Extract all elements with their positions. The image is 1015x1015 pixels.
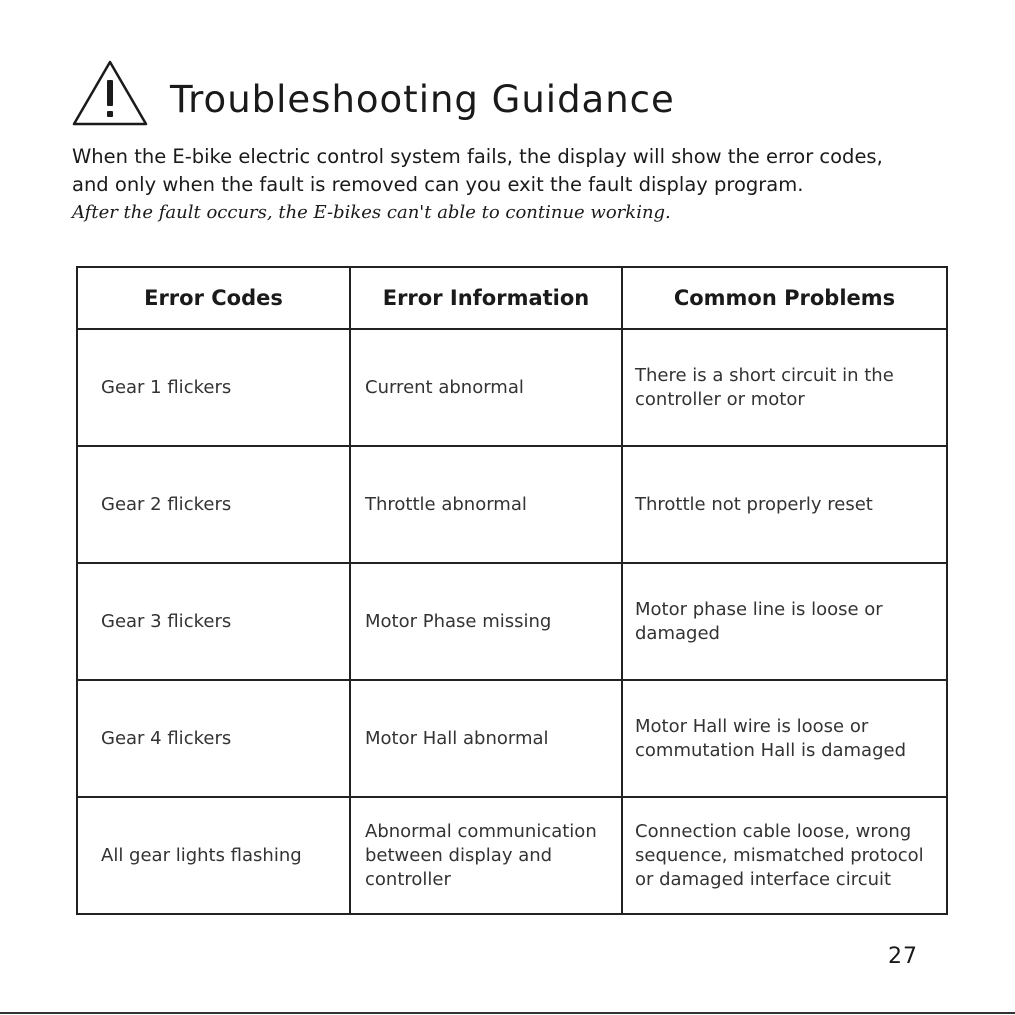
intro-text — [72, 143, 952, 227]
warning-triangle-icon — [70, 58, 150, 128]
error-code-cell: Gear 1 flickers — [77, 329, 350, 446]
table-row — [77, 797, 947, 914]
page-title: Troubleshooting Guidance — [170, 78, 675, 121]
table-row — [77, 563, 947, 680]
error-code-cell: Gear 3 flickers — [77, 563, 350, 680]
error-code-cell: Gear 4 flickers — [77, 680, 350, 797]
table-row — [77, 446, 947, 563]
column-header: Error Codes — [77, 267, 350, 329]
error-information-cell: Motor Phase missing — [350, 563, 622, 680]
table-row — [77, 329, 947, 446]
common-problem-cell: Motor phase line is loose or damaged — [622, 563, 947, 680]
error-information-cell: Current abnormal — [350, 329, 622, 446]
common-problem-cell: Connection cable loose, wrong sequence, mismatched protocol or damaged interface circuit — [622, 797, 947, 914]
column-header: Error Information — [350, 267, 622, 329]
error-code-cell: All gear lights flashing — [77, 797, 350, 914]
intro-line-2: and only when the fault is removed can you exit the fault display program. — [72, 173, 804, 196]
table-header-row — [77, 267, 947, 329]
common-problem-cell: There is a short circuit in the controller or motor — [622, 329, 947, 446]
table-row — [77, 680, 947, 797]
bottom-divider — [0, 1012, 1015, 1014]
column-header: Common Problems — [622, 267, 947, 329]
error-information-cell: Throttle abnormal — [350, 446, 622, 563]
common-problem-cell: Throttle not properly reset — [622, 446, 947, 563]
intro-line-1: When the E-bike electric control system fails, the display will show the error codes, — [72, 145, 883, 168]
common-problem-cell: Motor Hall wire is loose or commutation Hall is damaged — [622, 680, 947, 797]
page-number: 27 — [888, 944, 918, 969]
error-code-table — [76, 266, 948, 915]
error-information-cell: Abnormal communication between display and controller — [350, 797, 622, 914]
error-code-cell: Gear 2 flickers — [77, 446, 350, 563]
intro-note: After the fault occurs, the E-bikes can't able to continue working. — [72, 202, 671, 223]
error-information-cell: Motor Hall abnormal — [350, 680, 622, 797]
